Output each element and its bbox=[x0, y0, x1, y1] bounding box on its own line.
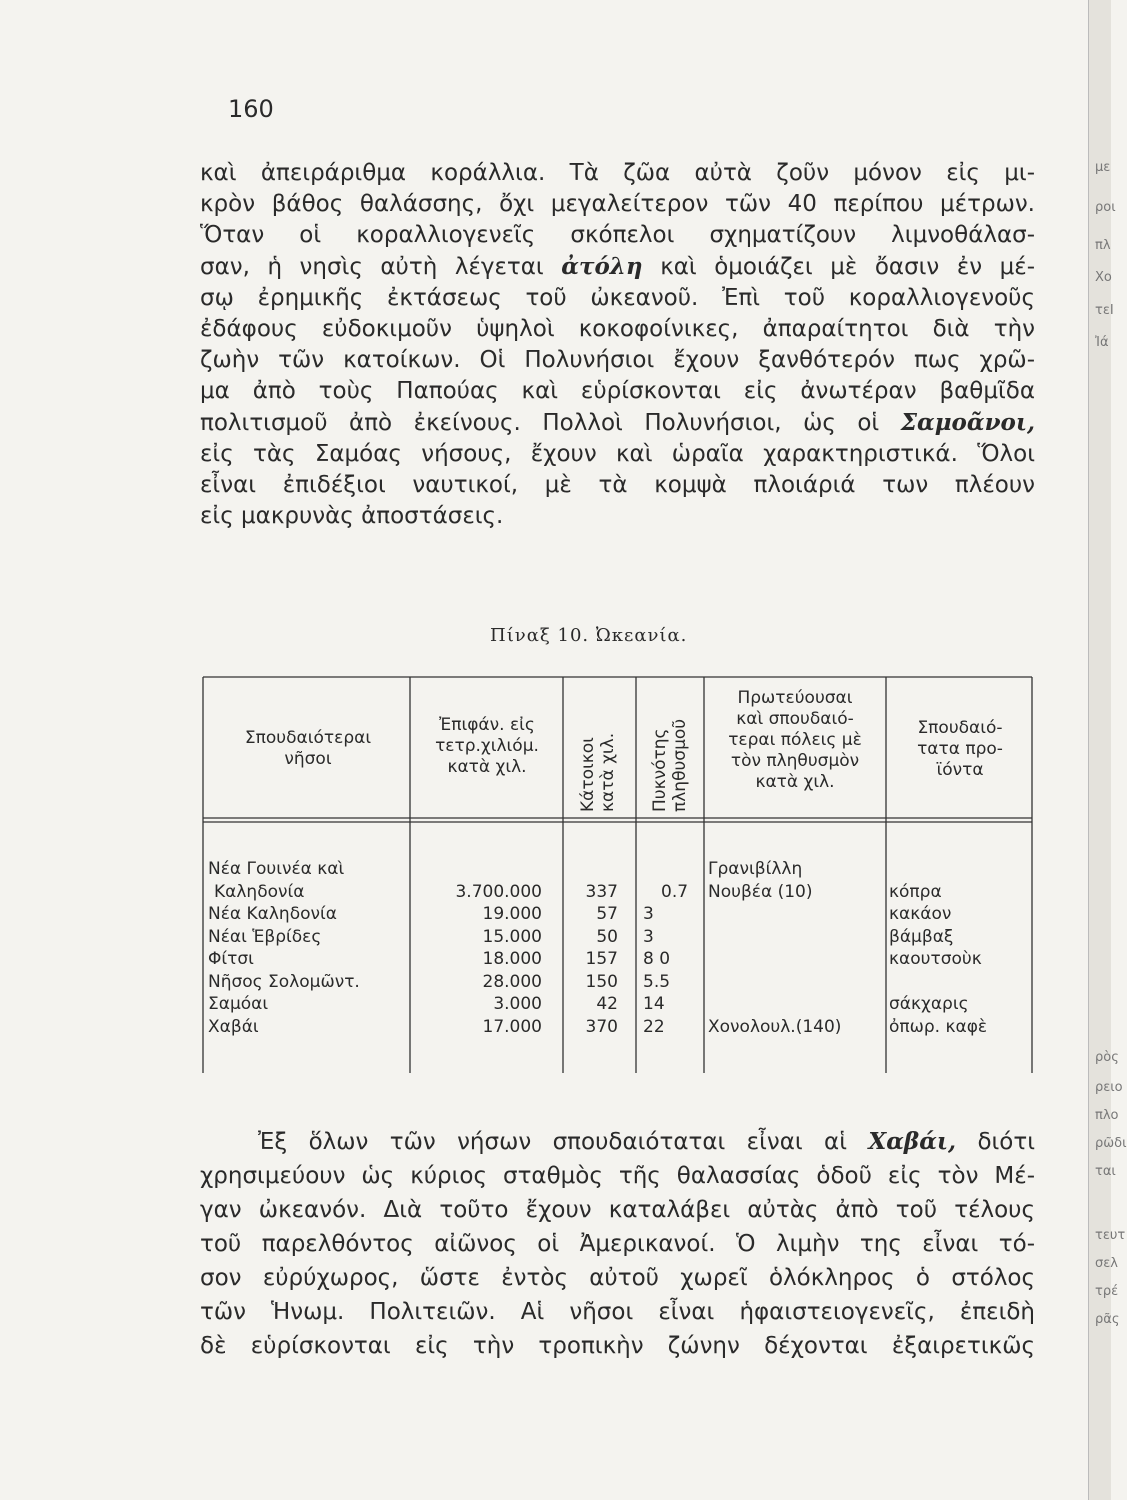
table-cell bbox=[708, 926, 883, 949]
table-cell bbox=[708, 903, 883, 926]
table-cell bbox=[889, 971, 1039, 994]
text-line: χρησιμεύουν ὡς κύριος σταθμὸς τῆς θαλασσίας ὁδοῦ εἰς τὸν Μέ- bbox=[200, 1163, 1035, 1189]
table-cell: 3 bbox=[643, 904, 654, 924]
edge-fragment: ται bbox=[1095, 1164, 1116, 1179]
text-line: εἰς τὰς Σαμόας νήσους, ἔχουν καὶ ὡραῖα χαρακτηριστικά. Ὅλοι bbox=[200, 441, 1035, 467]
table-cell: 42 bbox=[596, 994, 618, 1014]
table-cell: 57 bbox=[596, 904, 618, 924]
table-cell bbox=[889, 858, 1039, 881]
edge-fragment: Χο bbox=[1095, 270, 1112, 285]
text-line: μα ἀπὸ τοὺς Παπούας καὶ εὑρίσκονται εἰς ἀνωτέραν βαθμῖδα bbox=[200, 378, 1035, 404]
table-cell: σάκχαρις bbox=[889, 994, 969, 1014]
header-area: Ἐπιφάν. εἰς τετρ.χιλιόμ. κατὰ χιλ. bbox=[435, 715, 539, 777]
column-area bbox=[420, 858, 542, 1038]
table-cell: Νέα Γουινέα καὶ bbox=[208, 859, 345, 879]
edge-fragment: ρᾶς bbox=[1095, 1312, 1120, 1327]
header-capitals: Πρωτεύουσαι καὶ σπουδαιό- τεραι πόλεις μὲ τὸν πληθυσμὸν κατὰ χιλ. bbox=[728, 688, 862, 792]
table-cell: Χαβάι bbox=[208, 1016, 259, 1037]
table-cell bbox=[570, 858, 618, 881]
edge-fragment: με bbox=[1095, 160, 1111, 175]
paragraph-hawaii bbox=[200, 1125, 1035, 1363]
table-cell: Νέα Καληδονία bbox=[208, 904, 337, 924]
edge-fragment: τευτ bbox=[1095, 1228, 1126, 1243]
text-line: καὶ ἀπειράριθμα κοράλλια. Τὰ ζῶα αὐτὰ ζοῦν μόνον εἰς μι- bbox=[200, 160, 1035, 186]
table-cell: Σαμόαι bbox=[208, 994, 269, 1014]
column-products bbox=[889, 858, 1039, 1038]
table-cell bbox=[420, 858, 542, 881]
table-cell: κόπρα bbox=[889, 881, 942, 902]
table-cell: 5.5 bbox=[643, 971, 671, 992]
text-line: σῳ ἐρημικῆς ἐκτάσεως τοῦ ὠκεανοῦ. Ἐπὶ τοῦ κοραλλιογενοῦς bbox=[200, 285, 1035, 311]
term-samoans: Σαμοᾶνοι, bbox=[900, 409, 1036, 436]
edge-fragment: σελ bbox=[1095, 1256, 1118, 1271]
edge-fragment: Ἰά bbox=[1095, 335, 1109, 350]
table-cell: 3.700.000 bbox=[455, 881, 542, 902]
next-page-edge bbox=[1088, 0, 1127, 1500]
table-cell bbox=[643, 858, 698, 881]
table-cell: κακάον bbox=[889, 904, 952, 924]
table-cell: 8 0 bbox=[643, 949, 671, 969]
table-cell: 17.000 bbox=[482, 1016, 542, 1037]
table-cell: 19.000 bbox=[482, 904, 542, 924]
edge-fragment: πλο bbox=[1095, 1108, 1119, 1123]
table-cell: Γρανιβίλλη bbox=[708, 859, 803, 879]
edge-fragment: ροι bbox=[1095, 200, 1116, 215]
table-cell: 15.000 bbox=[482, 926, 542, 947]
header-density: Πυκνότης πληθυσμοῦ bbox=[650, 718, 690, 812]
table-caption: Πίναξ 10. Ὠκεανία. bbox=[490, 625, 688, 646]
text-line: σον εὐρύχωρος, ὥστε ἐντὸς αὐτοῦ χωρεῖ ὁλόκληρος ὁ στόλος bbox=[200, 1265, 1035, 1291]
table-cell: ὀπωρ. καφὲ bbox=[889, 1016, 988, 1037]
table-cell: 150 bbox=[585, 971, 618, 992]
table-cell: 18.000 bbox=[482, 949, 542, 969]
header-products: Σπουδαιό- τατα προ- ϊόντα bbox=[917, 718, 1003, 780]
table-cell: 3.000 bbox=[493, 994, 542, 1014]
text-line: ἐδάφους εὐδοκιμοῦν ὑψηλοὶ κοκοφοίνικες, ἀπαραίτητοι διὰ τὴν bbox=[200, 316, 1035, 342]
edge-fragment: πλ bbox=[1095, 238, 1111, 253]
text-line: εἰς μακρυνὰς ἀποστάσεις. bbox=[200, 503, 504, 529]
column-capitals bbox=[708, 858, 883, 1038]
text-line: πολιτισμοῦ ἀπὸ ἐκείνους. Πολλοὶ Πολυνήσιοι, ὡς οἱ Σαμοᾶνοι, bbox=[200, 409, 1036, 436]
term-atoll: ἀτόλη bbox=[561, 253, 643, 280]
table-cell: 14 bbox=[643, 994, 665, 1014]
table-cell bbox=[708, 971, 883, 994]
edge-fragment: τεΙ bbox=[1095, 303, 1114, 318]
table-cell: 3 bbox=[643, 926, 654, 947]
text-line: Ὅταν οἱ κοραλλιογενεῖς σκόπελοι σχηματίζουν λιμνοθάλασ- bbox=[200, 222, 1035, 248]
table-cell: 22 bbox=[643, 1016, 665, 1037]
table-cell: 28.000 bbox=[482, 971, 542, 992]
column-population bbox=[570, 858, 618, 1038]
table-cell: καουτσοὺκ bbox=[889, 949, 982, 969]
text-line: γαν ὠκεανόν. Διὰ τοῦτο ἔχουν καταλάβει αὐτὰς ἀπὸ τοῦ τέλους bbox=[200, 1197, 1035, 1223]
text-line: τοῦ παρελθόντος αἰῶνος οἱ Ἀμερικανοί. Ὁ λιμὴν της εἶναι τό- bbox=[200, 1231, 1035, 1257]
header-population: Κάτοικοι κατὰ χιλ. bbox=[578, 732, 618, 812]
table-cell: 370 bbox=[585, 1016, 618, 1037]
text-line: κρὸν βάθος θαλάσσης, ὄχι μεγαλείτερον τῶν 40 περίπου μέτρων. bbox=[200, 191, 1035, 217]
table-cell: 337 bbox=[585, 881, 618, 902]
table-cell: Νέαι Ἑβρίδες bbox=[208, 926, 322, 947]
text-line: σαν, ἡ νησὶς αὐτὴ λέγεται ἀτόλη καὶ ὁμοιάζει μὲ ὄασιν ἐν μέ- bbox=[200, 253, 1036, 280]
table-cell: Χονολουλ.(140) bbox=[708, 1016, 842, 1037]
edge-fragment: ρῶδι bbox=[1095, 1136, 1127, 1151]
table-cell: 50 bbox=[596, 926, 618, 947]
text-line: Ἐξ ὅλων τῶν νήσων σπουδαιόταται εἶναι αἱ Χαβάι, διότι bbox=[258, 1128, 1035, 1155]
header-islands: Σπουδαιότεραι νῆσοι bbox=[244, 728, 372, 769]
edge-fragment: τρέ bbox=[1095, 1284, 1119, 1299]
edge-fragment: ρὸς bbox=[1095, 1050, 1119, 1065]
column-density bbox=[643, 858, 698, 1038]
text-line: εἶναι ἐπιδέξιοι ναυτικοί, μὲ τὰ κομψὰ πλοιάριά των πλέουν bbox=[200, 472, 1035, 498]
page-number: 160 bbox=[228, 95, 274, 123]
table-cell: 157 bbox=[585, 949, 618, 969]
text-line: δὲ εὑρίσκονται εἰς τὴν τροπικὴν ζώνην δέχονται ἐξαιρετικῶς bbox=[200, 1333, 1035, 1359]
table-cell: Φίτσι bbox=[208, 949, 254, 969]
text-line: ζωὴν τῶν κατοίκων. Οἱ Πολυνήσιοι ἔχουν ξανθότερόν πως χρῶ- bbox=[200, 347, 1035, 373]
text-line: τῶν Ἡνωμ. Πολιτειῶν. Αἱ νῆσοι εἶναι ἡφαιστειογενεῖς, ἐπειδὴ bbox=[200, 1299, 1035, 1325]
table-cell bbox=[708, 948, 883, 971]
edge-fragment: ρειο bbox=[1095, 1080, 1123, 1095]
table-cell: 0.7 bbox=[661, 881, 689, 902]
table-cell: βάμβαξ bbox=[889, 926, 954, 947]
table-cell: Καληδονία bbox=[214, 881, 305, 902]
column-islands bbox=[208, 858, 418, 1038]
table-cell bbox=[708, 993, 883, 1016]
table-cell: Νουβέα (10) bbox=[708, 881, 813, 902]
term-hawaii: Χαβάι, bbox=[868, 1128, 957, 1155]
table-cell: Νῆσος Σολομῶντ. bbox=[208, 971, 360, 992]
